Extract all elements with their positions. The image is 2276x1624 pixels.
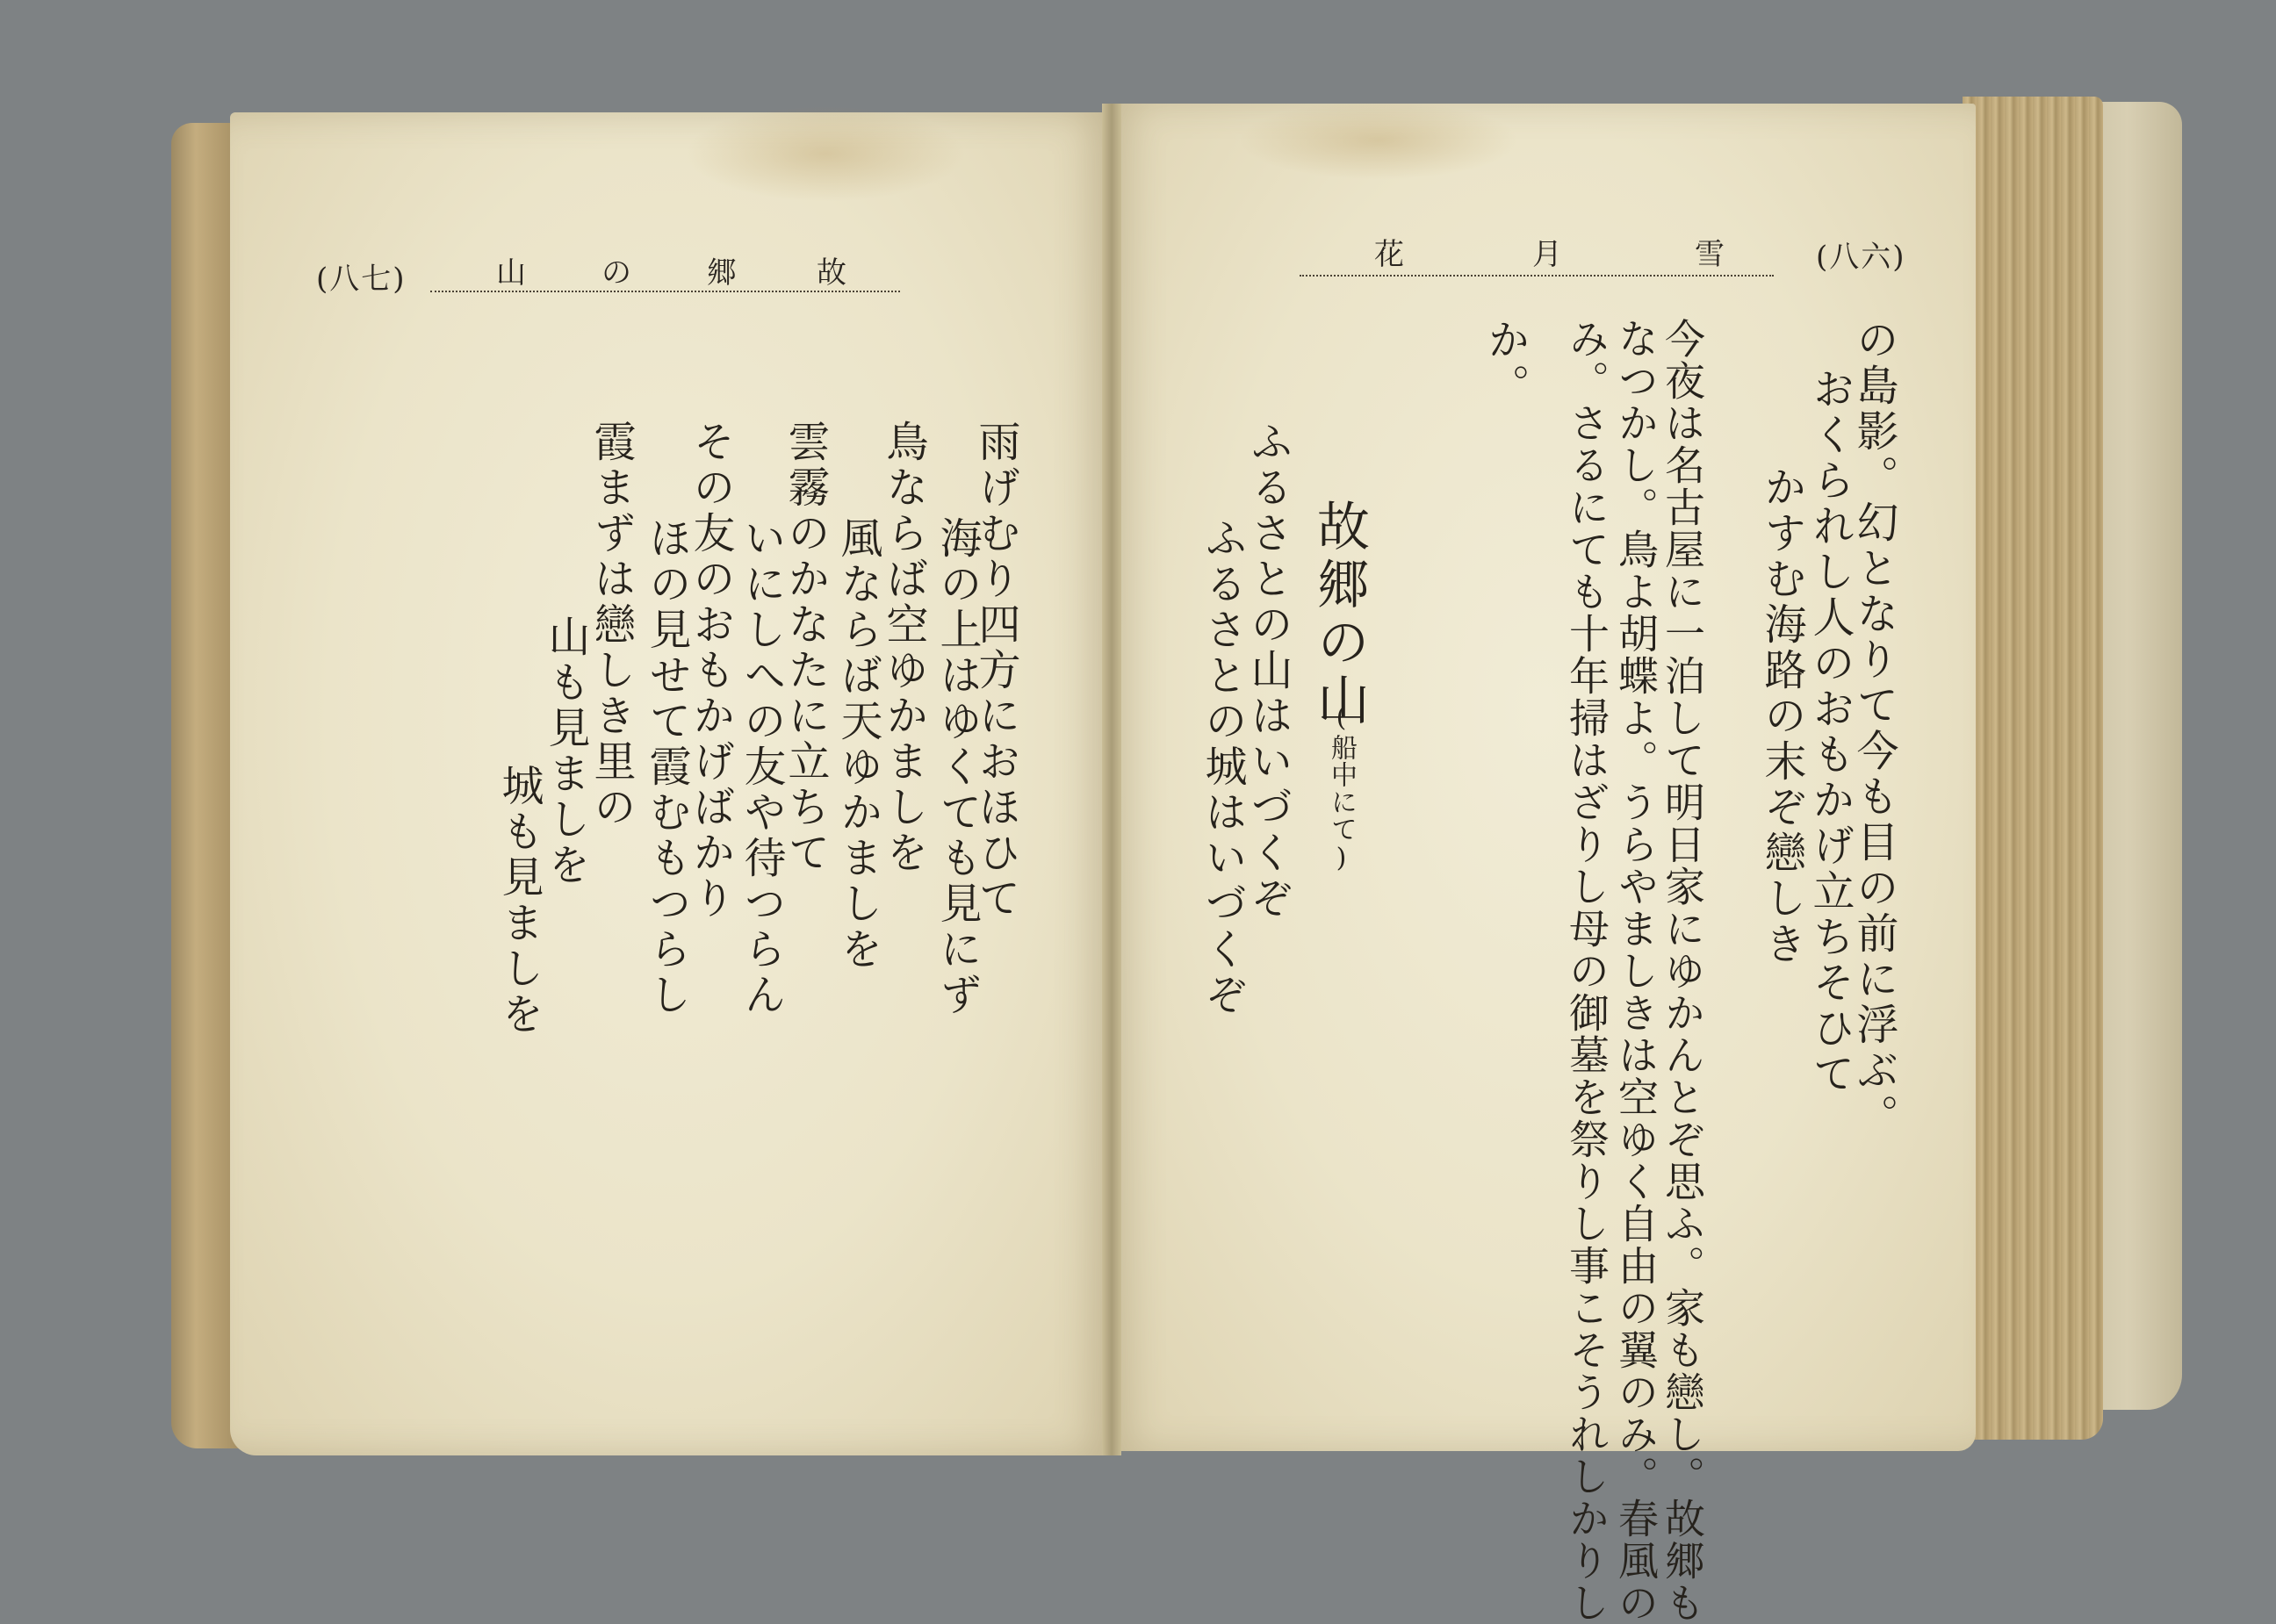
section-title: 故郷の山 bbox=[1308, 499, 1370, 730]
running-title-char: 花 bbox=[1374, 237, 1406, 272]
running-title-char: の bbox=[601, 255, 633, 291]
book-gutter bbox=[1102, 104, 1121, 1455]
header-rule bbox=[1300, 269, 1774, 277]
text-column: み。さるにても十年掃はざりし母の御墓を祭りし事こそうれしかりし bbox=[1563, 318, 1610, 1624]
poem-line: 霞まずは戀しき里の bbox=[587, 420, 636, 830]
running-title-char: 郷 bbox=[707, 255, 738, 291]
running-title-char: 山 bbox=[496, 255, 528, 291]
text-column: の島影。幻となりて今も目の前に浮ぶ。 bbox=[1849, 318, 1898, 1139]
right-page-number: (八六) bbox=[1816, 240, 1906, 275]
poem-line: 海の上はゆくても見にず bbox=[933, 516, 982, 1018]
running-title-char: 故 bbox=[817, 255, 848, 291]
text-column: か。 bbox=[1480, 318, 1530, 409]
header-rule bbox=[430, 285, 900, 292]
text-column: なつかし。鳥よ胡蝶よ。うらやましきは空ゆく自由の翼のみ。春風の bbox=[1612, 318, 1660, 1624]
poem-line: 雨げむり四方におほひて bbox=[971, 420, 1020, 922]
left-page-number: (八七) bbox=[316, 262, 407, 297]
poem-line: いにしへの友や待つらん bbox=[737, 516, 786, 1018]
poem-line: ふるさとの城はいづくぞ bbox=[1198, 516, 1247, 1018]
poem-line: 城も見ましを bbox=[494, 764, 544, 1038]
text-column: 今夜は名古屋に一泊して明日家にゆかんとぞ思ふ。家も戀し。故郷も bbox=[1659, 318, 1706, 1624]
text-column: かすむ海路の末ぞ戀しき bbox=[1757, 465, 1806, 967]
poem-line: 風ならば天ゆかましを bbox=[833, 516, 882, 973]
poem-line: その友のおもかげばかり bbox=[686, 420, 735, 922]
running-title-char: 雪 bbox=[1695, 237, 1726, 272]
poem-line: 山も見ましを bbox=[541, 614, 590, 888]
water-stain bbox=[685, 105, 966, 202]
running-title-char: 月 bbox=[1532, 237, 1564, 272]
text-column: おくられし人のおもかげ立ちそひて bbox=[1805, 367, 1855, 1097]
poem-line: 鳥ならば空ゆかましを bbox=[879, 420, 928, 876]
section-note: (船中にて) bbox=[1326, 702, 1357, 874]
poem-line: ふるさとの山はいづくぞ bbox=[1243, 420, 1293, 922]
right-page-edges bbox=[1963, 97, 2103, 1440]
poem-line: ほの見せて霞むもつらし bbox=[642, 516, 691, 1018]
poem-line: 雲霧のかなたに立ちて bbox=[781, 420, 830, 876]
water-stain bbox=[1238, 101, 1519, 180]
